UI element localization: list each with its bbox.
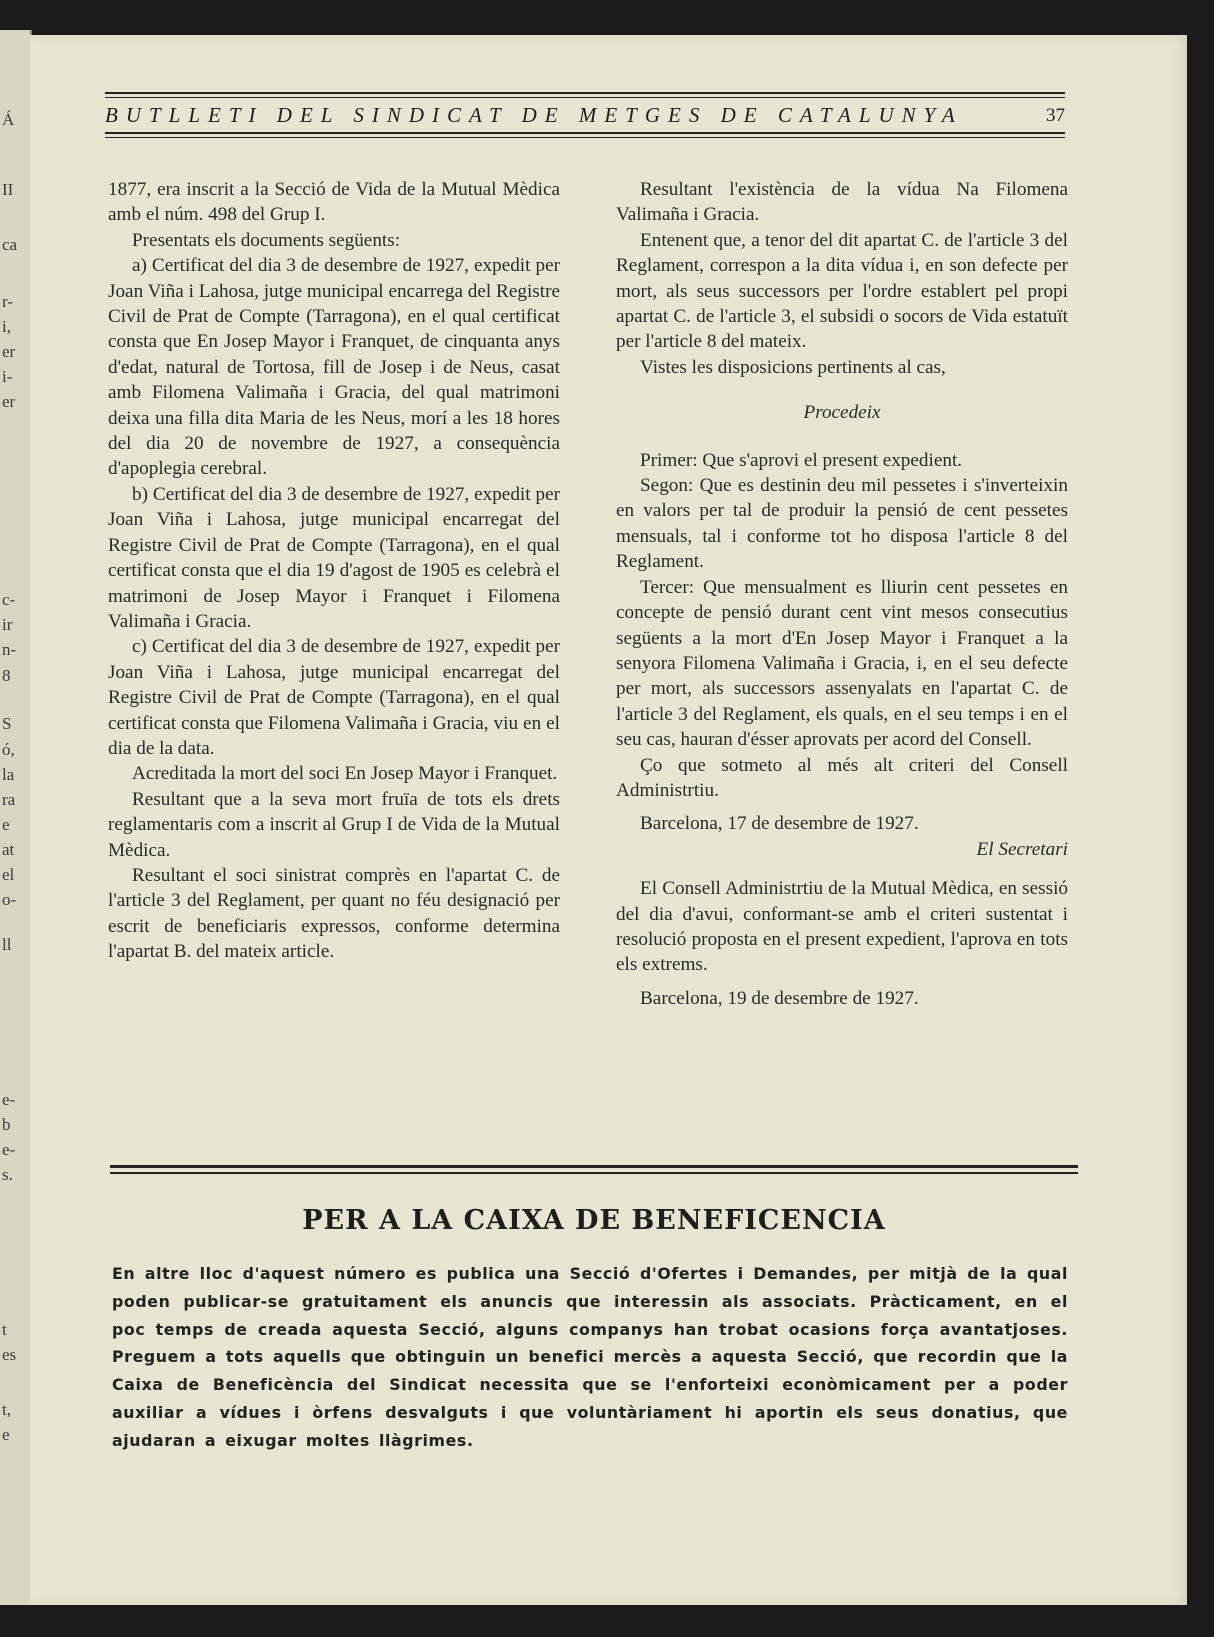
header-rule-bottom — [105, 132, 1065, 138]
header-row — [105, 98, 1065, 132]
margin-fragment: t, — [2, 1400, 11, 1419]
margin-fragment: i, — [2, 317, 11, 336]
paragraph: a) Certificat del dia 3 de desembre de 1927, expedit per Joan Viña i Lahosa, jutge municipal encarrega del Registre Civil de Prat de Compte (Tarragona), en el qual certificat consta que En Josep Mayor i Franquet, de cinquanta anys d'edat, natural de Tortosa, fill de Josep i de Neus, casat amb Filomena Valimaña i Gracia, del qual matrimoni deixa una filla dita Maria de les Neus, morí a les 18 hores del dia 20 de novembre de 1927, a consequència d'apoplegia cerebral. — [108, 255, 560, 480]
paragraph: Resultant l'existència de la vídua Na Filomena Valimaña i Gracia. — [616, 179, 1068, 226]
margin-fragment: 8 — [2, 666, 11, 685]
margin-fragment: er — [2, 392, 16, 411]
paragraph: Resultant el soci sinistrat comprès en l'apartat C. de l'article 3 del Reglament, per quant no féu designació per escrit de beneficiaris expressos, conforme determina l'apartat B. del mateix article. — [108, 864, 560, 963]
margin-fragment: i- — [2, 367, 13, 386]
paragraph: 1877, era inscrit a la Secció de Vida de la Mutual Mèdica amb el núm. 498 del Grup I. — [108, 179, 560, 226]
paragraph: Ço que sotmeto al més alt criteri del Consell Administrtiu. — [616, 754, 1068, 801]
margin-fragment: es — [2, 1345, 17, 1364]
previous-page-edge — [0, 30, 32, 1605]
margin-fragment: e — [2, 1425, 10, 1444]
paragraph: Entenent que, a tenor del dit apartat C. de l'article 3 del Reglament, correspon a la dita vídua i, en son defecte per mort, als seus successors per l'ordre establert pel propi apartat C. de l'article 3, el subsidi o socors de Vida estatuït per l'article 8 del mateix. — [616, 229, 1068, 353]
left-column — [108, 177, 560, 1011]
margin-fragment: c- — [2, 590, 16, 609]
section-body: En altre lloc d'aquest número es publica una Secció d'Ofertes i Demandes, per mitjà de la qual poden publicar-se gratuitament els anuncis que interessin als associats. Pràcticament, en el poc temps de creada aquesta Secció, alguns companys han trobat ocasions força avantatjoses. Preguem a tots aquells que obtinguin un benefici mercès a aquesta Secció, que recordin que la Caixa de Beneficència del Sindicat necessita que se l'enforteixi econòmicament per a poder auxiliar a vídues i òrfens desvalguts i que voluntàriament hi aportin els seus donatius, que ajudaran a eixugar moltes llàgrimes. — [112, 1264, 1068, 1450]
signature: El Secretari — [976, 838, 1068, 860]
margin-fragment: ó, — [2, 740, 15, 759]
section-heading-procedeix: Procedeix — [803, 402, 881, 424]
margin-fragment: e — [2, 815, 10, 834]
paragraph: El Consell Administrtiu de la Mutual Mèdica, en sessió del dia d'avui, conformant-se amb el criteri sustentat i resolució proposta en el present expedient, l'aprova en tots els extrems. — [616, 878, 1068, 976]
margin-fragment: ir — [2, 615, 13, 634]
margin-fragment: ca — [2, 235, 18, 254]
margin-fragment: t — [2, 1320, 7, 1339]
margin-fragment: s. — [2, 1165, 13, 1184]
paragraph: Primer: Que s'aprovi el present expedient. — [640, 449, 963, 471]
margin-fragment: e- — [2, 1140, 16, 1159]
margin-fragment: er — [2, 342, 16, 361]
dateline: Barcelona, 19 de desembre de 1927. — [640, 987, 919, 1009]
margin-fragment: ra — [2, 790, 16, 809]
paragraph: Resultant que a la seva mort fruïa de tots els drets reglamentaris com a inscrit al Grup I de Vida de la Mutual Mèdica. — [108, 788, 560, 861]
margin-fragment: S — [2, 714, 12, 733]
margin-fragment: ll — [2, 935, 12, 954]
page-number: 37 — [1046, 104, 1065, 126]
margin-fragment: Á — [2, 110, 15, 129]
margin-fragment: r- — [2, 292, 13, 311]
margin-fragment: la — [2, 765, 15, 784]
margin-fragment: b — [2, 1115, 11, 1134]
margin-fragment: e- — [2, 1090, 16, 1109]
margin-fragment: el — [2, 865, 15, 884]
paragraph: b) Certificat del dia 3 de desembre de 1927, expedit per Joan Viña i Lahosa, jutge municipal encarregat del Registre Civil de Prat de Compte (Tarragona), en el qual certificat consta que el dia 19 d'agost de 1905 es celebrà el matrimoni de Josep Mayor i Franquet i Filomena Valimaña i Gracia. — [108, 483, 560, 632]
margin-fragment: o- — [2, 890, 17, 909]
paragraph: Vistes les disposicions pertinents al cas, — [640, 356, 946, 378]
section-divider — [110, 1165, 1078, 1174]
paragraph: c) Certificat del dia 3 de desembre de 1927, expedit per Joan Viña i Lahosa, jutge municipal encarregat del Registre Civil de Prat de Compte (Tarragona), en el qual certificat consta que Filomena Valimaña i Gracia, viu en el dia de la data. — [108, 636, 560, 759]
margin-fragment: n- — [2, 640, 17, 659]
paragraph: Presentats els documents següents: — [132, 229, 401, 251]
running-header — [105, 92, 1065, 138]
section-title: PER A LA CAIXA DE BENEFICENCIA — [302, 1205, 886, 1236]
dateline: Barcelona, 17 de desembre de 1927. — [640, 813, 919, 835]
margin-fragment: II — [2, 180, 14, 199]
two-column-body — [108, 177, 1068, 1011]
journal-title: BUTLLETI DEL SINDICAT DE METGES DE CATALUNYA — [105, 103, 963, 127]
page — [30, 35, 1187, 1605]
paragraph: Segon: Que es destinin deu mil pessetes i s'inverteixin en valors per tal de produir la pensió de cent pessetes mensuals, tal i conforme tot ho disposa l'article 8 del Reglament. — [616, 475, 1068, 573]
right-column — [616, 177, 1068, 1011]
margin-fragment: at — [2, 840, 15, 859]
paragraph: Acreditada la mort del soci En Josep Mayor i Franquet. — [132, 763, 558, 785]
paragraph: Tercer: Que mensualment es lliurin cent pessetes en concepte de pensió durant cent vint mesos consecutius següents a la mort d'En Josep Mayor i Franquet a la senyora Filomena Valimaña i Gracia, i, en el seu defecte per mort, als successors assenyalats en l'apartat C. de l'article 3 del Reglament, els quals, en el seu temps i en el seu cas, hauran d'ésser aprovats per acord del Consell. — [616, 576, 1068, 751]
